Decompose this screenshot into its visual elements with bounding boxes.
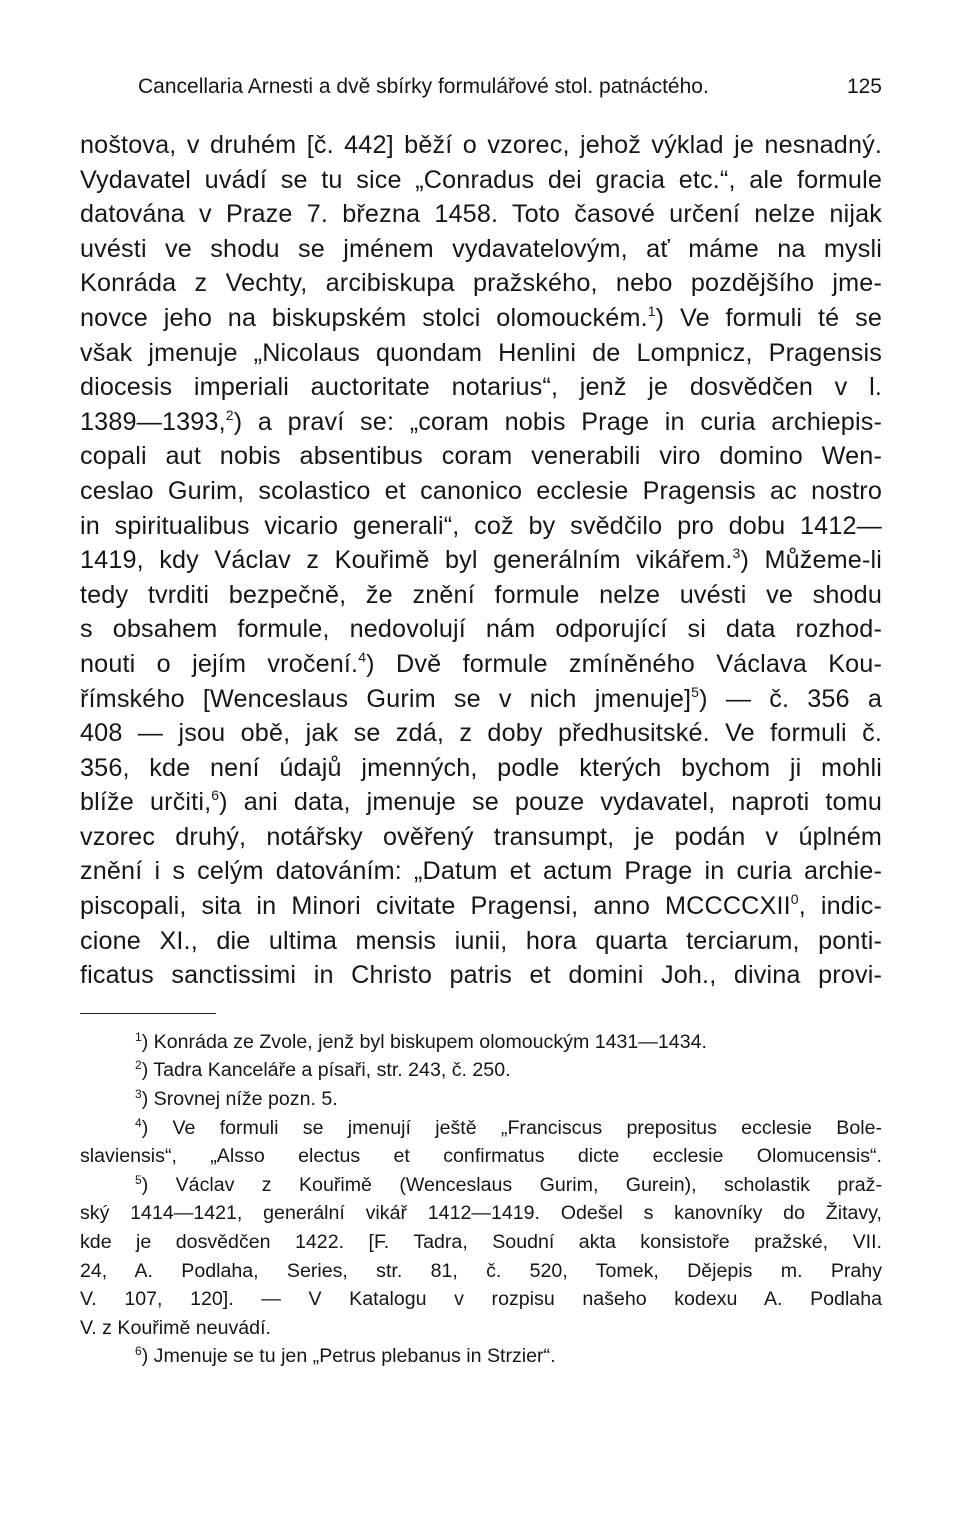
footnote-5-continuation: V. z Kouřimě neuvádí. [80,1316,271,1339]
text-segment: piscopali, sita in Minori civitate Pragensi, anno MCCCCXII [80,892,791,921]
text-segment: novce jeho na biskupském stolci olomouckém. [80,303,648,332]
footnote-ref: 4 [358,648,367,665]
text-line [80,543,882,578]
footnote-5-continuation: V. 107, 120]. — V Katalogu v rozpisu našeho kodexu A. Podlaha [80,1288,882,1311]
text-line [80,647,882,682]
text-line: ceslao Gurim, scolastico et canonico ecclesie Pragensis ac nostro [80,476,882,505]
footnote-6 [80,1342,882,1371]
text-line: ficatus sanctissimi in Christo patris et domini Joh., divina provi- [80,961,882,990]
footnote-ref: 3 [732,545,741,562]
text-segment: , indic- [798,892,882,921]
footnote-mark: 1 [135,1029,142,1044]
footnote-4 [80,1114,882,1143]
footnote-ref: 6 [211,787,220,804]
footnote-5-continuation: kde je dosvědčen 1422. [F. Tadra, Soudní akta konsistoře pražské, VII. [80,1231,882,1253]
text-line: uvésti ve shodu se jménem vydavatelovým, ať máme na mysli [80,234,882,263]
text-line: Konráda z Vechty, arcibiskupa pražského, nebo pozdějšího jme- [80,269,882,298]
footnote-ref: 5 [691,683,700,700]
footnote-text: ) Srovnej níže pozn. 5. [141,1088,338,1111]
book-page [80,70,882,1371]
text-segment: ) Můžeme-li [740,546,882,575]
text-line [80,405,882,440]
text-line: 356, kde není údajů jmenných, podle kterých bychom ji mohli [80,753,882,782]
footnote-text: ) Konráda ze Zvole, jenž byl biskupem olomouckým 1431—1434. [141,1030,707,1053]
text-line: 408 — jsou obě, jak se zdá, z doby předhusitské. Ve formuli č. [80,719,882,748]
text-line [80,301,882,336]
footnote-text: ) Tadra Kanceláře a písaři, str. 243, č. 250. [141,1059,511,1082]
text-segment: ) — č. 356 a [699,684,882,713]
running-title: Cancellaria Arnesti a dvě sbírky formulářové stol. patnáctého. [138,75,709,98]
footnote-5 [80,1171,882,1200]
footnote-mark: 5 [135,1172,142,1187]
text-line: znění i s celým datováním: „Datum et actum Prage in curia archie- [80,857,882,886]
text-line: tedy tvrditi bezpečně, že znění formule nelze uvésti ve shodu [80,580,882,609]
footnote-mark: 2 [135,1058,142,1073]
footnote-2 [80,1056,882,1085]
footnote-4-continuation: slaviensis“, „Alsso electus et confirmatus dicte ecclesie Olomucensis“. [80,1145,882,1168]
footnote-5-continuation: ský 1414—1421, generální vikář 1412—1419. Odešel s kanovníky do Žitavy, [80,1202,882,1225]
text-segment: blíže určiti, [80,788,212,817]
running-head [80,70,882,104]
text-line [80,889,882,924]
text-line: vzorec druhý, notářsky ověřený transumpt, je podán v úplném [80,822,882,851]
text-segment: ) Dvě formule zmíněného Václava Kou- [366,649,882,678]
footnote-text: ) Václav z Kouřimě (Wenceslaus Gurim, Gurein), scholastik praž- [141,1173,882,1196]
footnote-ref: 2 [225,406,234,423]
text-line: Vydavatel uvádí se tu sice „Conradus dei gracia etc.“, ale formule [80,165,882,194]
text-segment: ) a praví se: „coram nobis Prage in curia archiepis- [233,407,882,436]
footnote-3 [80,1085,882,1114]
text-line: datována v Praze 7. března 1458. Toto časové určení nelze nijak [80,200,882,229]
footnote-mark: 6 [135,1344,142,1359]
ordinal-mark: 0 [790,891,799,908]
footnote-divider [80,1013,216,1014]
text-segment: nouti o jejím vročení. [80,649,359,678]
text-line: copali aut nobis absentibus coram venerabili viro domino Wen- [80,442,882,471]
footnote-text: ) Jmenuje se tu jen „Petrus plebanus in Strzier“. [141,1345,556,1368]
text-line: s obsahem formule, nedovolují nám odporující si data rozhod- [80,615,882,644]
main-text [80,128,882,993]
footnote-ref: 1 [647,302,656,319]
text-segment: 1419, kdy Václav z Kouřimě byl generálním vikářem. [80,546,733,575]
text-segment: římského [Wenceslaus Gurim se v nich jmenuje] [80,684,692,713]
page-number: 125 [846,75,882,98]
text-line: in spiritualibus vicario generali“, což by svědčilo pro dobu 1412— [80,511,882,540]
text-segment: 1389—1393, [80,407,226,436]
text-line: noštova, v druhém [č. 442] běží o vzorec, jehož výklad je nesnadný. [80,131,882,159]
footnote-5-continuation: 24, A. Podlaha, Series, str. 81, č. 520, Tomek, Dějepis m. Prahy [80,1259,882,1282]
text-segment: ) ani data, jmenuje se pouze vydavatel, naproti tomu [219,788,882,817]
text-line: diocesis imperiali auctoritate notarius“, jenž je dosvědčen v l. [80,373,882,402]
footnote-text: ) Ve formuli se jmenují ještě „Franciscus prepositus ecclesie Bole- [141,1116,882,1139]
text-line: však jmenuje „Nicolaus quondam Henlini de Lompnicz, Pragensis [80,338,882,367]
footnote-mark: 3 [135,1087,142,1102]
text-line: cione XI., die ultima mensis iunii, hora quarta terciarum, ponti- [80,926,882,955]
footnotes [80,1028,882,1371]
text-segment: ) Ve formuli té se [655,303,882,332]
footnote-mark: 4 [135,1115,142,1130]
text-line [80,682,882,717]
footnote-1 [80,1028,882,1057]
text-line [80,785,882,820]
